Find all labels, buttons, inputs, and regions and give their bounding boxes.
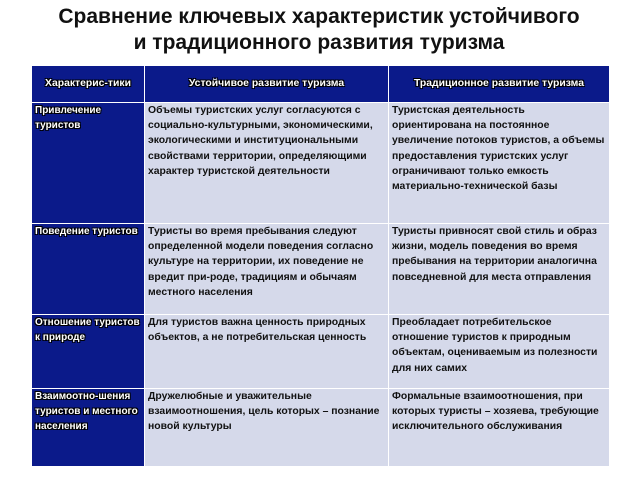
- traditional-cell: Формальные взаимоотношения, при которых туристы – хозяева, требующие исключительного обслуживания: [389, 389, 610, 467]
- table-row: [32, 389, 610, 467]
- traditional-cell: Туристская деятельность ориентирована на постоянное увеличение потоков туристов, а объемы предоставления туристских услуг ограничивают только емкость материально-технической базы: [389, 103, 610, 224]
- comparison-table-container: [31, 65, 609, 470]
- title-line-2: и традиционного развития туризма: [133, 31, 505, 54]
- header-traditional: Традиционное развитие туризма: [389, 66, 610, 103]
- header-sustainable: Устойчивое развитие туризма: [145, 66, 389, 103]
- table-row: [32, 315, 610, 389]
- title-line-1: Сравнение ключевых характеристик устойчивого: [58, 5, 580, 28]
- table-row: [32, 103, 610, 224]
- sustainable-cell: Объемы туристских услуг согласуются с социально-культурными, экономическими, экологическими и институциональными свойствами территории, определяющими характер туристской деятельности: [145, 103, 389, 224]
- table-row: [32, 224, 610, 315]
- traditional-cell: Туристы привносят свой стиль и образ жизни, модель поведения во время пребывания на территории аналогична повседневной для места отправления: [389, 224, 610, 315]
- sustainable-cell: Для туристов важна ценность природных объектов, а не потребительская ценность: [145, 315, 389, 389]
- row-label: Взаимоотно-шения туристов и местного населения: [32, 389, 145, 467]
- traditional-cell: Преобладает потребительское отношение туристов к природным объектам, оцениваемым из полезности для них самих: [389, 315, 610, 389]
- row-label: Отношение туристов к природе: [32, 315, 145, 389]
- row-label: Привлечение туристов: [32, 103, 145, 224]
- sustainable-cell: Дружелюбные и уважительные взаимоотношения, цель которых – познание новой культуры: [145, 389, 389, 467]
- row-label: Поведение туристов: [32, 224, 145, 315]
- table-header-row: [32, 66, 610, 103]
- sustainable-cell: Туристы во время пребывания следуют определенной модели поведения согласно культуре на территории, их поведение не вредит при-роде, традициям и обычаям местного населения: [145, 224, 389, 315]
- page-title: [0, 4, 638, 56]
- header-characteristics: Характерис-тики: [32, 66, 145, 103]
- comparison-table: [31, 65, 610, 467]
